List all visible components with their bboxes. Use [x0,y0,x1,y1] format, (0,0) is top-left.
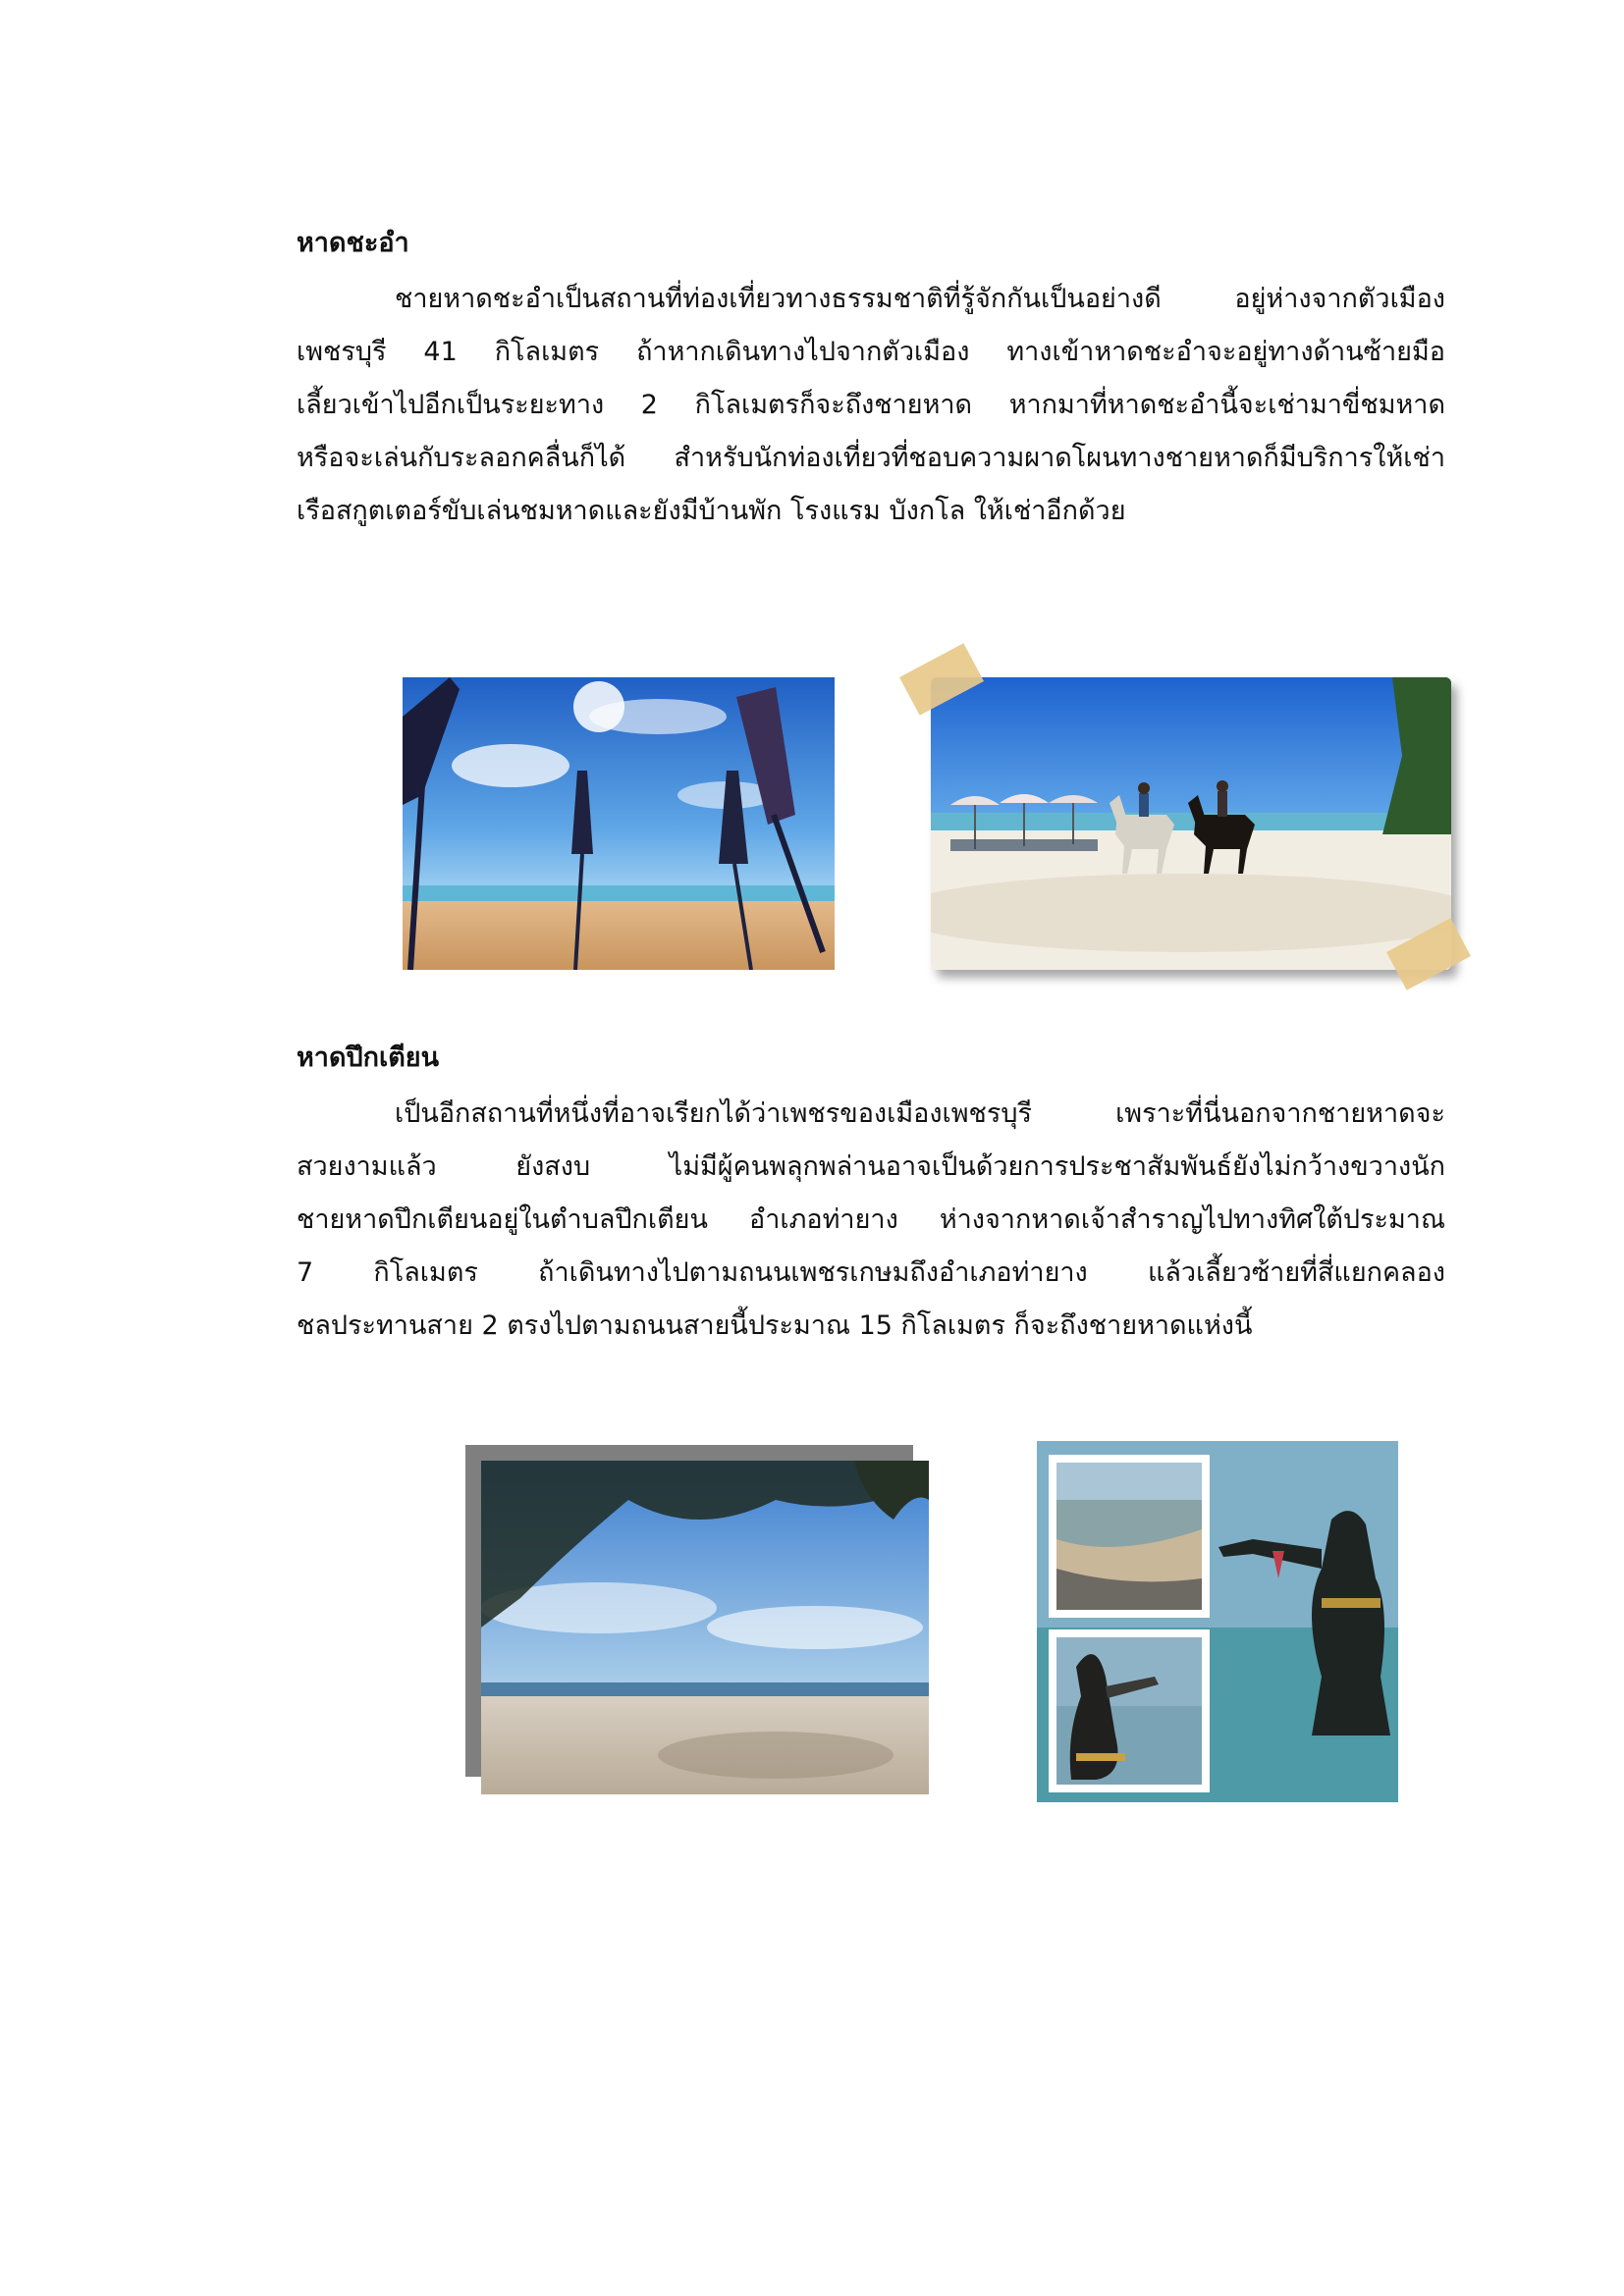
section-heading-cha-am: หาดชะอำ [297,228,409,258]
photo-frame-cha-am-horses [931,677,1451,970]
section-paragraph-cha-am [297,273,1445,538]
photo-cha-am-umbrellas [403,677,835,970]
section-heading-puek-tian: หาดปึกเตียน [297,1042,440,1073]
paragraph-line: ชายหาดปึกเตียนอยู่ในตำบลปึกเตียน อำเภอท่ายาง ห่างจากหาดเจ้าสำราญไปทางทิศใต้ประมาณ [297,1204,1445,1235]
photo-puek-tian-collage [1037,1441,1398,1802]
paragraph-line: เพชรบุรี 41 กิโลเมตร ถ้าหากเดินทางไปจากตัวเมือง ทางเข้าหาดชะอำจะอยู่ทางด้านซ้ายมือ [297,337,1445,367]
photo-puek-tian-beach [481,1461,929,1794]
paragraph-line: 7 กิโลเมตร ถ้าเดินทางไปตามถนนเพชรเกษมถึงอำเภอท่ายาง แล้วเลี้ยวซ้ายที่สี่แยกคลอง [297,1257,1445,1288]
section-paragraph-puek-tian [297,1088,1445,1353]
paragraph-line: ชายหาดชะอำเป็นสถานที่ท่องเที่ยวทางธรรมชาติที่รู้จักกันเป็นอย่างดี อยู่ห่างจากตัวเมือง [395,284,1445,314]
paragraph-line: เป็นอีกสถานที่หนึ่งที่อาจเรียกได้ว่าเพชรของเมืองเพชรบุรี เพราะที่นี่นอกจากชายหาดจะ [395,1098,1445,1129]
paragraph-line: เลี้ยวเข้าไปอีกเป็นระยะทาง 2 กิโลเมตรก็จะถึงชายหาด หากมาที่หาดชะอำนี้จะเช่ามาขี่ชมหาด [297,390,1445,420]
paragraph-line: เรือสกูตเตอร์ขับเล่นชมหาดและยังมีบ้านพัก โรงแรม บังกโล ให้เช่าอีกด้วย [297,496,1126,526]
photo-cha-am-horses [931,677,1451,970]
paragraph-line: หรือจะเล่นกับระลอกคลื่นก็ได้ สำหรับนักท่องเที่ยวที่ชอบความผาดโผนทางชายหาดก็มีบริการให้เช่า [297,443,1445,473]
paragraph-line: สวยงามแล้ว ยังสงบ ไม่มีผู้คนพลุกพล่านอาจเป็นด้วยการประชาสัมพันธ์ยังไม่กว้างขวางนัก [297,1151,1445,1182]
paragraph-line: ชลประทานสาย 2 ตรงไปตามถนนสายนี้ประมาณ 15 กิโลเมตร ก็จะถึงชายหาดแห่งนี้ [297,1310,1253,1341]
